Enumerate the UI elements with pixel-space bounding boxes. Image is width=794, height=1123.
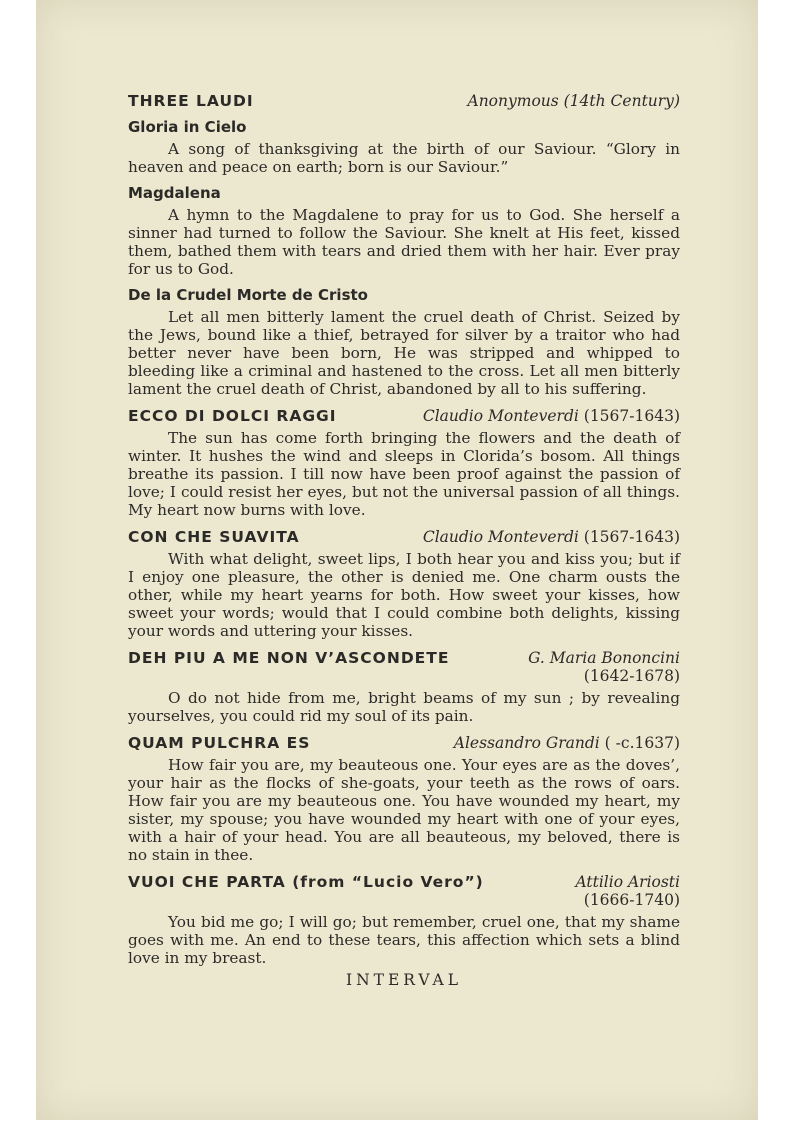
composer-name: Claudio Monteverdi [422, 407, 579, 425]
section-text: Let all men bitterly lament the cruel death of Christ. Seized by the Jews, bound like a thief, betrayed for silver by a traitor who had better never have been born, He was stripped and whipped to bleeding like a criminal and hastened to the cross. Let all men bitterly lament the cruel death of Christ, abandoned by all to his suffering. [128, 308, 680, 398]
composer-dates: (1567-1643) [583, 407, 680, 425]
composer-name: G. Maria Bononcini [528, 649, 680, 667]
piece-header [128, 92, 680, 110]
piece-header [128, 407, 680, 425]
composer [575, 873, 680, 909]
composer-name: Anonymous (14th Century) [467, 92, 680, 110]
interval-label: INTERVAL [345, 971, 463, 989]
section-title: De la Crudel Morte de Cristo [128, 286, 368, 304]
piece-text: With what delight, sweet lips, I both hear you and kiss you; but if I enjoy one pleasure, the other is denied me. One charm ousts the other, while my heart yearns for both. How sweet your kisses, how sweet your words; would that I could combine both delights, kissing your words and uttering your kisses. [128, 550, 680, 640]
piece-text: How fair you are, my beauteous one. Your eyes are as the doves’, your hair as the flocks of she-goats, your teeth as the rows of oars. How fair you are my beauteous one. You have wounded my heart, my sister, my spouse; you have wounded my heart with one of your eyes, with a hair of your head. You are all beauteous, my beloved, there is no stain in thee. [128, 756, 680, 864]
composer-name: Claudio Monteverdi [422, 528, 579, 546]
piece-title: VUOI CHE PARTA (from “Lucio Vero”) [128, 873, 484, 891]
programme-page [36, 0, 758, 1120]
composer-name: Alessandro Grandi [453, 734, 600, 752]
section-text: A hymn to the Magdalene to pray for us to God. She herself a sinner had turned to follow the Saviour. She knelt at His feet, kissed them, bathed them with tears and dried them with her hair. Ever pray for us to God. [128, 206, 680, 278]
composer-name: Attilio Ariosti [575, 873, 680, 891]
piece-title: QUAM PULCHRA ES [128, 734, 311, 752]
section-title: Gloria in Cielo [128, 118, 247, 136]
composer-dates: ( -c.1637) [604, 734, 680, 752]
programme-content [128, 92, 680, 989]
section-text: A song of thanksgiving at the birth of our Saviour. “Glory in heaven and peace on earth; born is our Saviour.” [128, 140, 680, 176]
composer-dates: (1666-1740) [583, 891, 680, 909]
composer [528, 649, 680, 685]
composer [423, 407, 680, 425]
piece-text: O do not hide from me, bright beams of my sun ; by revealing yourselves, you could rid my soul of its pain. [128, 689, 680, 725]
piece-header [128, 528, 680, 546]
piece-title: DEH PIU A ME NON V’ASCONDETE [128, 649, 450, 667]
piece-header [128, 873, 680, 909]
piece-title: THREE LAUDI [128, 92, 254, 110]
piece-header [128, 734, 680, 752]
piece-text: The sun has come forth bringing the flowers and the death of winter. It hushes the wind and sleeps in Clorida’s bosom. All things breathe its passion. I till now have been proof against the passion of love; I could resist her eyes, but not the universal passion of all things. My heart now burns with love. [128, 429, 680, 519]
composer [454, 734, 680, 752]
composer-dates: (1642-1678) [583, 667, 680, 685]
piece-title: CON CHE SUAVITA [128, 528, 300, 546]
piece-title: ECCO DI DOLCI RAGGI [128, 407, 337, 425]
piece-header [128, 649, 680, 685]
composer [468, 92, 681, 110]
composer-dates: (1567-1643) [583, 528, 680, 546]
section-title: Magdalena [128, 184, 221, 202]
composer [423, 528, 680, 546]
piece-text: You bid me go; I will go; but remember, cruel one, that my shame goes with me. An end to these tears, this affection which sets a blind love in my breast. [128, 913, 680, 967]
